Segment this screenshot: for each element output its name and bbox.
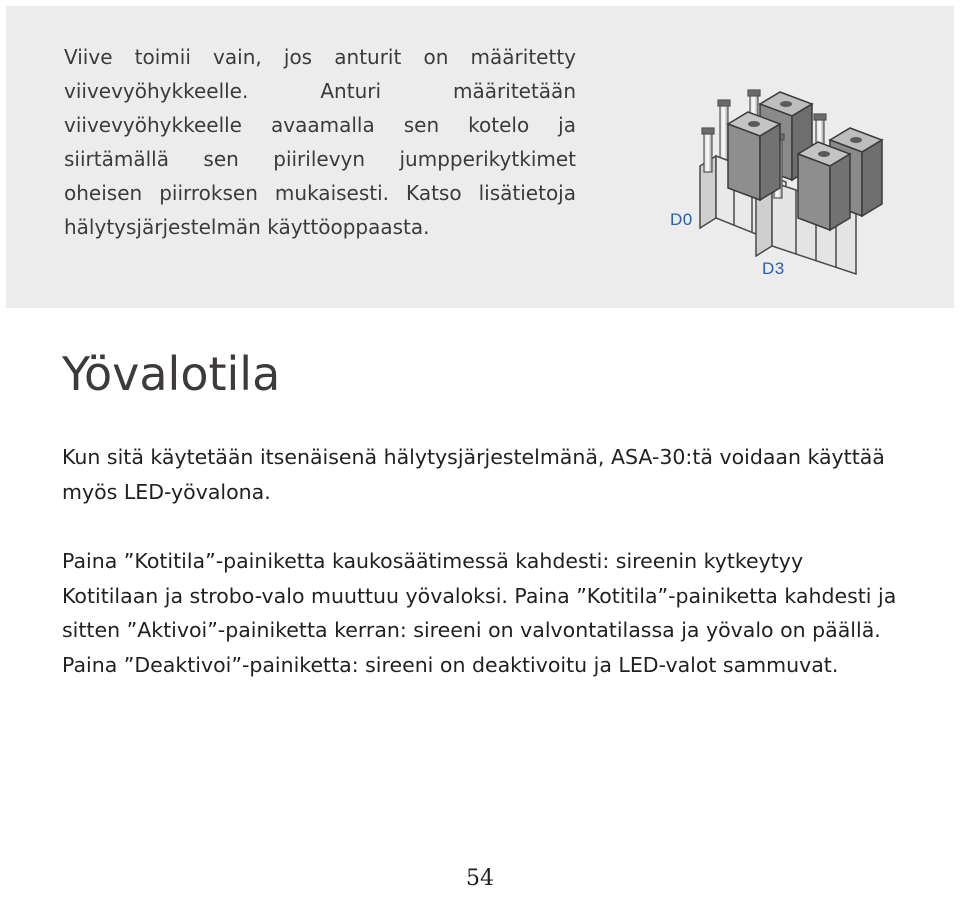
section-heading: Yövalotila (62, 347, 281, 401)
info-box-text: Viive toimii vain, jos anturit on määritetty viivevyöhykkeelle. Anturi määritetään viivevyöhykkeelle avaamalla sen kotelo ja siirtämällä sen piirilevyn jumpperikytkimet oheisen piirroksen mukaisesti. Katso lisätietoja hälytysjärjestelmän käyttöoppaasta. (64, 45, 576, 239)
jumper-label-d3: D3 (762, 259, 785, 278)
info-box (6, 6, 954, 308)
paragraph-instructions: Paina ”Kotitila”-painiketta kaukosäätimessä kahdesti: sireenin kytkeytyy Kotitilaan ja strobo-valo muuttuu yövaloksi. Paina ”Kotitila”-painiketta kahdesti ja sitten ”Aktivoi”-painiketta kerran: sireeni on valvontatilassa ja yövalo on päällä. Paina ”Deaktivoi”-painiketta: sireeni on deaktivoitu ja LED-valot sammuvat. (62, 549, 897, 677)
page-number: 54 (466, 866, 494, 891)
jumper-illustration (656, 70, 892, 290)
paragraph-intro: Kun sitä käytetään itsenäisenä hälytysjärjestelmänä, ASA-30:tä voidaan käyttää myös LED-yövalona. (62, 445, 885, 504)
jumper-diagram (656, 70, 892, 290)
jumper-label-d0: D0 (670, 210, 693, 229)
